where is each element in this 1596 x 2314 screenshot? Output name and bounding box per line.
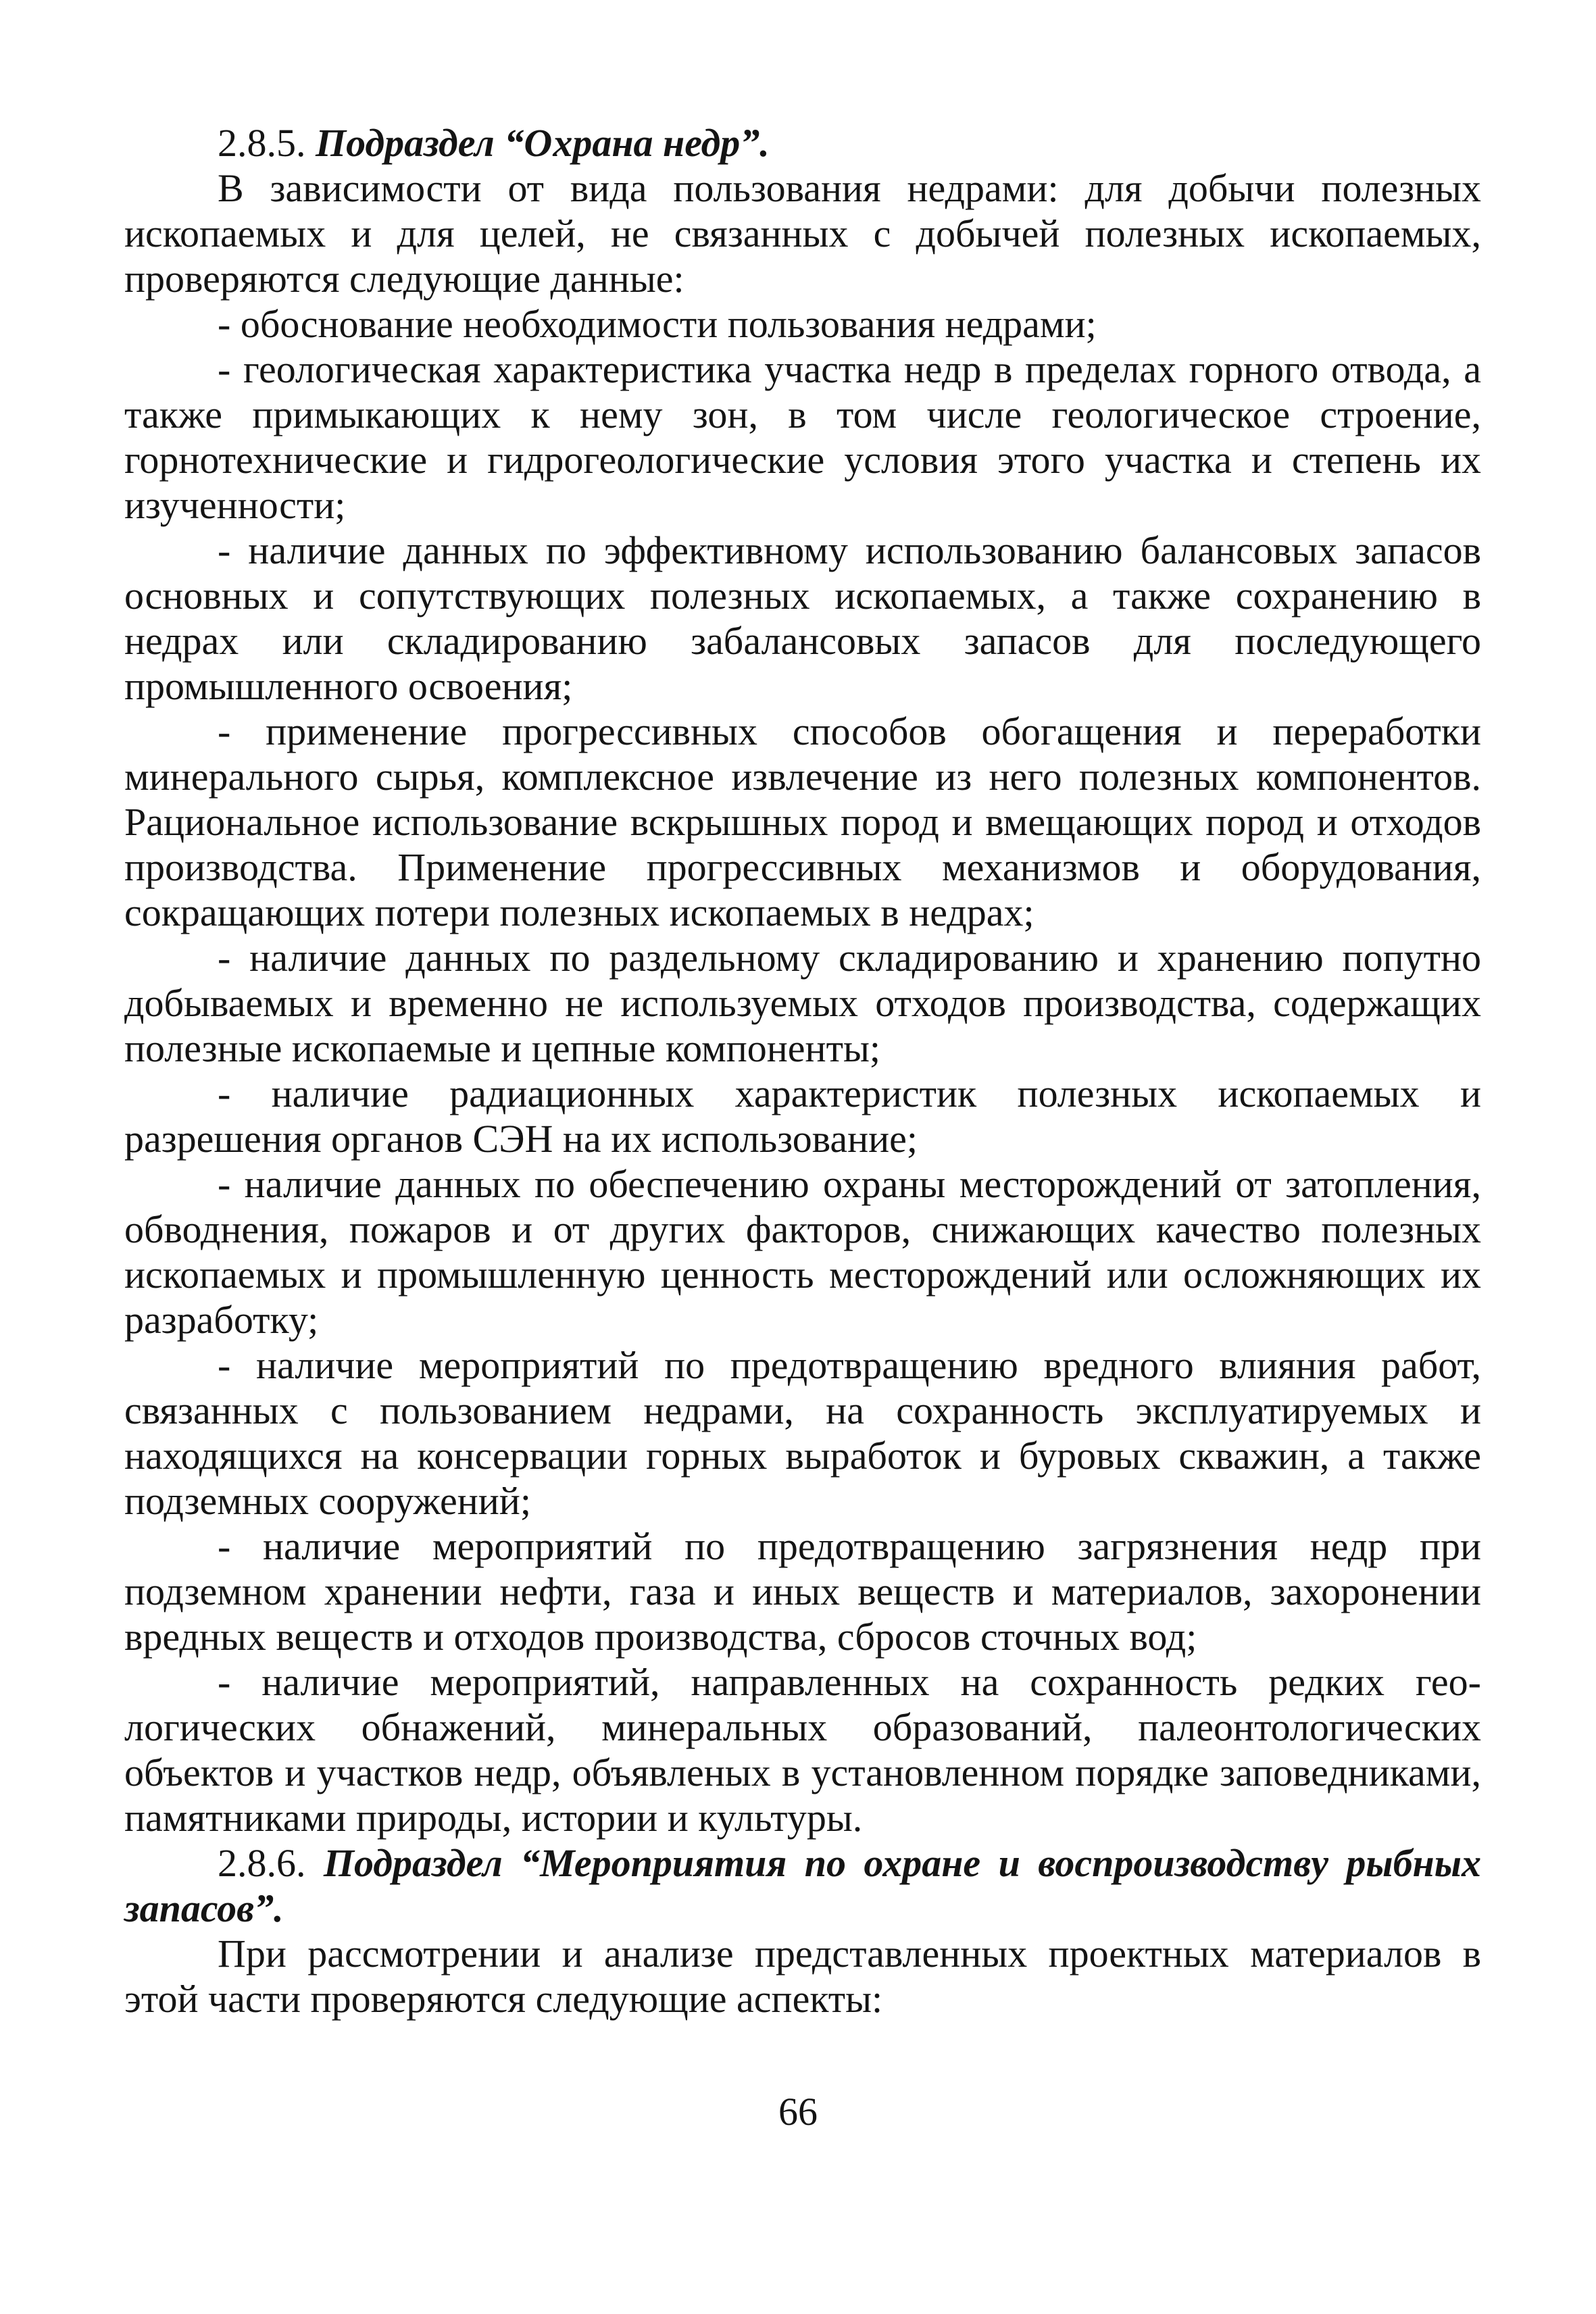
closing-paragraph: При рассмотрении и анализе представленных проектных материалов в этой части проверяются следующие аспекты: — [124, 1932, 1481, 2021]
list-item: - наличие данных по раздельному складированию и хранению попутно добываемых и временно не используемых отходов производства, содержащих полезные ископаемые и цепные компоненты; — [124, 936, 1481, 1070]
section-title: Подраздел “Охрана недр”. — [316, 121, 770, 165]
section-number: 2.8.6. — [218, 1841, 306, 1885]
list-item: - обоснование необходимости пользования недрами; — [218, 302, 1097, 346]
section-title: Подраздел “Мероприятия по охране и воспроизводству рыбных запасов”. — [124, 1841, 1481, 1930]
intro-paragraph: В зависимости от вида пользования недрами: для добычи полезных ископаемых и для целей, не связанных с добычей полезных ископаемых, проверяются следующие данные: — [124, 166, 1481, 301]
section-number: 2.8.5. — [218, 121, 306, 165]
list-item: - применение прогрессивных способов обогащения и переработки минерального сырья, комплексное извлечение из него полезных компонентов. Рациональное использование вскрышных пород и вмещающих пород и отходов производства. Применение прогрессивных механизмов и оборудования, сокращающих потери полезных ископаемых в недрах; — [124, 709, 1481, 934]
document-page — [124, 120, 1481, 2021]
list-item: - геологическая характеристика участка недр в пределах горного отвода, а также примыкающих к нему зон, в том числе геологическое строение, горнотехнические и гидрогеологические условия этого участка и степень их изученности; — [124, 347, 1481, 527]
list-item: - наличие данных по обеспечению охраны месторождений от затопления, обводнения, пожаров и от других факторов, снижающих качество полезных ископаемых и промышленную ценность месторождений или осложняющих их разработку; — [124, 1162, 1481, 1342]
list-item: - наличие радиационных характеристик полезных ископаемых и разрешения органов СЭН на их использование; — [124, 1072, 1481, 1161]
list-item: - наличие мероприятий, направленных на сохранность редких геологических обнажений, минеральных образований, палеонтологических объектов и участков недр, объявленых в установленном порядке заповедниками, памятниками природы, истории и культуры. — [124, 1660, 1481, 1840]
list-item: - наличие мероприятий по предотвращению вредного влияния работ, связанных с пользованием недрами, на сохранность эксплуатируемых и находящихся на консервации горных выработок и буровых скважин, а также подземных сооружений; — [124, 1343, 1481, 1523]
section-heading-2-8-6 — [124, 1840, 1481, 1931]
section-heading-2-8-5 — [124, 120, 1481, 166]
list-item: - наличие мероприятий по предотвращению загрязнения недр при подземном хранении нефти, газа и иных веществ и материалов, захоронении вредных веществ и отходов производства, сбросов сточных вод; — [124, 1524, 1481, 1659]
list-item: - наличие данных по эффективному использованию балансовых запасов основных и сопутствующих полезных ископаемых, а также сохранению в недрах или складированию забалансовых запасов для последующего промышленного освоения; — [124, 528, 1481, 708]
page-number: 66 — [778, 2090, 818, 2134]
